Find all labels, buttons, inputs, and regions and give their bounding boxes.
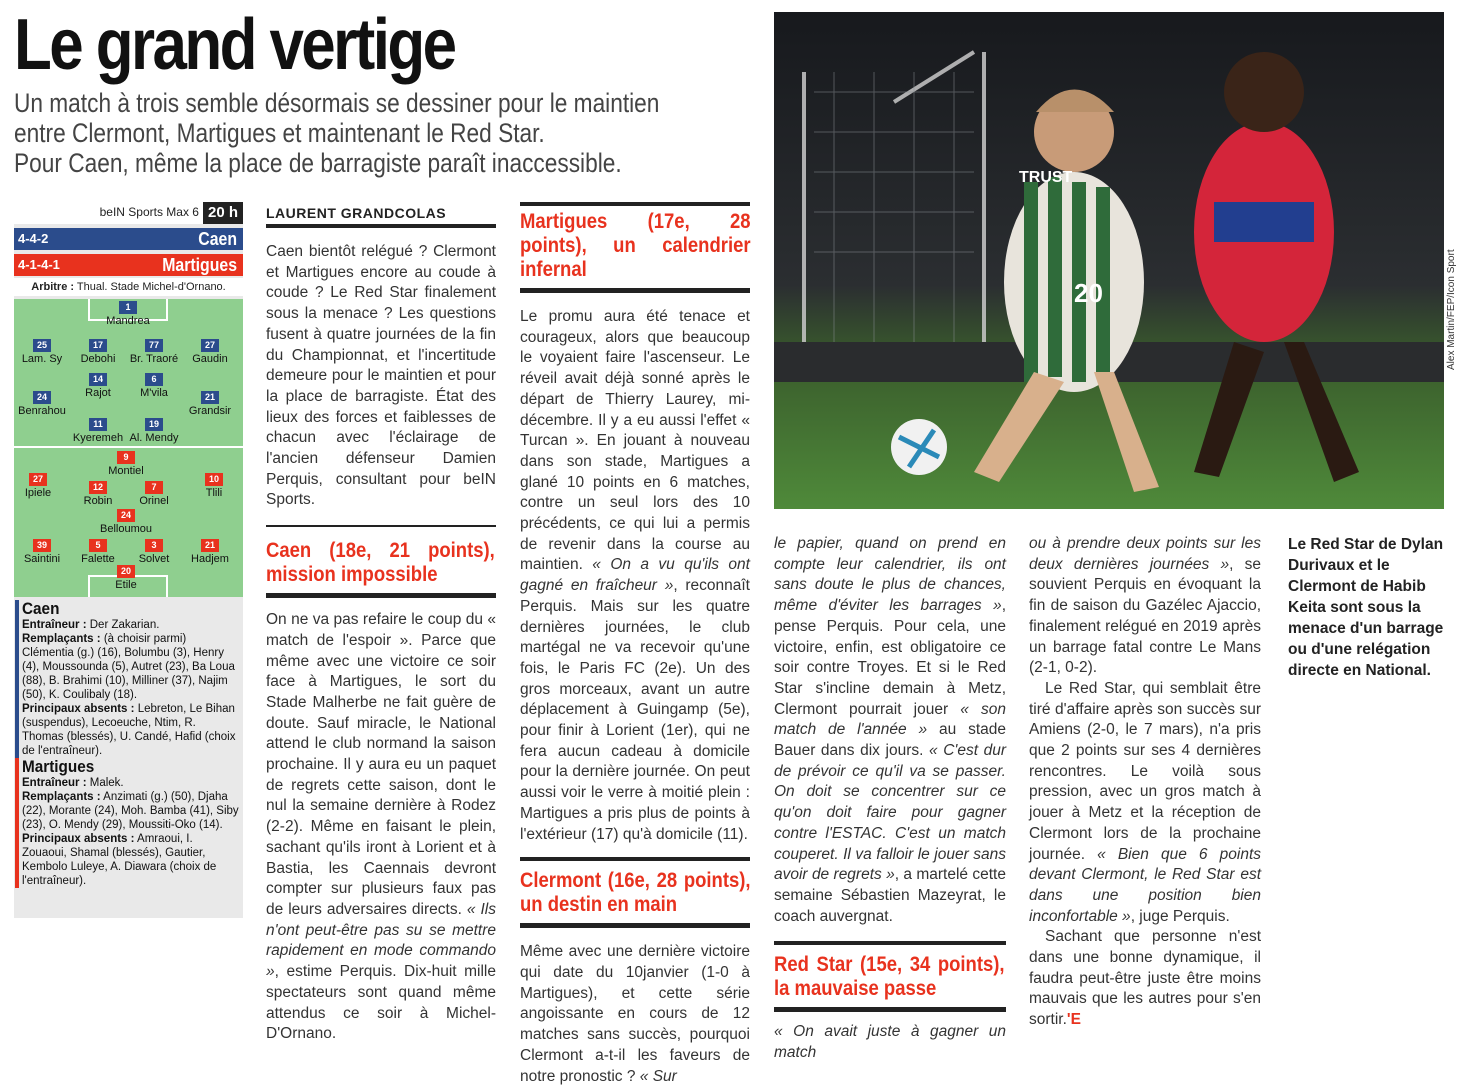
team-row-caen — [14, 228, 243, 250]
coach-label: Entraîneur : — [22, 619, 87, 631]
redstar-para-3: Sachant que personne n'est dans une bonne dynamique, il faudra peut-être juste être moins mauvais que les autres pour s'en sortir.'E — [1029, 928, 1261, 1029]
shirt-sponsor: TRUST — [1019, 169, 1073, 186]
player: 12 Robin — [83, 482, 113, 507]
intro: Caen bientôt relégué ? Clermont et Martigues encore au coude à coude ? Le Red Star finalement sous la menace ? Les questions fusent à quatre journées de la fin du Championnat, et l'incertitude demeure pour le maintien et pour la place de barragiste. État des lieux des forces et faiblesses de chacun avec l'éclairage de l'ancien défenseur Damien Perquis, consultant pour beIN Sports. — [266, 243, 496, 509]
formation: 4-4-2 — [18, 231, 49, 246]
player: 11 Kyeremeh — [72, 419, 124, 444]
martigues-text: Le promu aura été tenace et courageux, alors que beaucoup le voyaient faire l'ascenseur. Le réveil avait déjà sonné après le départ de Thierry Laurey, mi-décembre. Il y a eu aussi l'effet « Turcan ». En jouant à nouveau dans son stade, Martigues a glané 10 points en 6 matches, contre un seul lors des 10 précédents, ce qui lui a permis de revenir dans la course au maintien. « On a vu qu'ils ont gagné en fraîcheur », reconnaît Perquis. Mais sur les quatre dernières journées, le club martégal ne va recevoir qu'une fois, le Paris FC (2e). Un des gros morceaux, avant un autre déplacement à Guingamp (5e), pour finir à Lorient (1er), qui ne fera aucun cadeau à domicile pour la dernière journée. On peut aussi voir le verre à moitié plein : Martigues a pris plus de points à l'extérieur (17) qu'à domicile (11). — [520, 308, 750, 843]
section-head-clermont: Clermont (16e, 28 points), un destin en main — [520, 869, 751, 917]
rule — [520, 288, 750, 293]
section-head-caen: Caen (18e, 21 points), mission impossible — [266, 539, 495, 587]
player: 25 Lam. Sy — [21, 340, 63, 365]
team-title: Martigues — [22, 757, 95, 776]
caen-text: On ne va pas refaire le coup du « match de l'espoir ». Parce que même avec une victoire ce soir face à Martigues, le sort du Stade Malherbe ne fait guère de doute. Sauf miracle, le National attend le club normand la saison prochaine. Il y aura eu un paquet de regrets cette saison, dont le nul la semaine dernière à Rodez (2-2). Même en faisant le plein, sachant qu'ils iront à Lorient et à Bastia, les Caennais devront compter sur plusieurs faux pas de leurs adversaires directs. « Ils n'ont peut-être pas su se mettre rapidement en mode commando », estime Perquis. Dix-huit mille spectateurs sont quand même attendus ce soir à Michel-D'Ornano. — [266, 611, 497, 1043]
caen-info — [15, 600, 239, 758]
redstar-para-2: Le Red Star, qui semblait être tiré d'affaire après son succès sur Amiens (2-0, le 7 mars), n'a pris que 2 points sur ses 4 dernières rencontres. Le voilà sous pression, avec un gros match à jouer à Metz et la réception de Clermont lors de la prochaine journée. « Bien que 6 points devant Clermont, le Red Star est dans une position bien inconfortable », juge Perquis. — [1029, 679, 1261, 925]
absents: Amraoui, I. Zouaoui, Shamal (blessés), Gautier, Kembolo Luleye, A. Diawara (choix de l'entraîneur). — [22, 833, 217, 887]
rule — [266, 224, 496, 228]
rule — [520, 202, 750, 206]
team-info — [14, 600, 243, 888]
player: 5 Falette — [81, 540, 115, 565]
deck-line: Pour Caen, même la place de barragiste paraît inaccessible. — [14, 148, 622, 178]
section-head-martigues: Martigues (17e, 28 points), un calendrier infernal — [520, 210, 751, 281]
halfway-line — [14, 446, 243, 448]
rule — [774, 1007, 1006, 1012]
player: 7 Orinel — [139, 482, 169, 507]
player: 27 Ipiele — [24, 474, 52, 499]
absents-label: Principaux absents : — [22, 703, 135, 715]
player: 9 Montiel — [108, 452, 144, 477]
rule — [266, 593, 496, 598]
rule — [266, 525, 496, 527]
photo-illustration — [774, 12, 1444, 509]
redstar-text: « On avait juste à gagner un match — [774, 1023, 1006, 1062]
coach: Malek. — [89, 777, 124, 789]
player: 17 Debohi — [80, 340, 116, 365]
martigues-info — [15, 758, 239, 888]
column-1 — [266, 224, 496, 1045]
section-head-redstar: Red Star (15e, 34 points), la mauvaise passe — [774, 953, 1005, 1001]
player: 21 Hadjem — [191, 540, 229, 565]
end-mark: 'E — [1066, 1011, 1081, 1029]
column-3 — [774, 534, 1006, 1064]
absents-label: Principaux absents : — [22, 833, 135, 845]
deck-line: entre Clermont, Martigues et maintenant le Red Star. — [14, 118, 545, 148]
tv-channel: beIN Sports Max 6 — [99, 205, 199, 219]
coach-label: Entraîneur : — [22, 777, 87, 789]
redstar-text-cont: ou à prendre deux points sur les deux dernières journées », se souvient Perquis en évoquant la fin de saison du Gazélec Ajaccio, finalement relégué en 2019 après un barrage fatal contre Le Mans (2-1, 0-2). — [1029, 535, 1261, 677]
column-4 — [1029, 534, 1261, 1031]
player: 6 M'vila — [140, 374, 168, 399]
team-name: Martigues — [162, 255, 237, 275]
subs-label: Remplaçants : — [22, 791, 101, 803]
referee-text: Thual. Stade Michel-d'Ornano. — [76, 281, 226, 293]
player: 19 Al. Mendy — [129, 419, 179, 444]
pitch — [14, 299, 243, 597]
clermont-text: Même avec une dernière victoire qui date du 10janvier (1-0 à Martigues), et cette série angoissante en cours de 12 matches sans succès, pourquoi Clermont a-t-il les faveurs de notre pronostic ? « Sur — [520, 943, 750, 1085]
kickoff-time: 20 h — [203, 202, 243, 224]
player: 24 Benrahou — [18, 392, 66, 417]
clermont-text-cont: le papier, quand on prend en compte leur calendrier, ils ont sans doute le plus de chances, même d'éviter les barrages », pense Perquis. Pour cela, une victoire, enfin, est obligatoire ce soir contre Troyes. Et si le Red Star s'incline demain à Metz, Clermont pourrait jouer « son match de l'année » au stade Bauer dans dix jours. « C'est dur de prévoir ce qu'il va se passer. On doit se concentrer sur ce qu'on doit faire pour gagner contre l'ESTAC. C'est un match couperet. Il va falloir le jouer sans avoir de regrets », a martelé cette semaine Sébastien Mazeyrat, le coach auvergnat. — [774, 535, 1007, 925]
subs: (à choisir parmi) Clémentia (g.) (16), Bolumbu (3), Henry (4), Moussounda (5), Autret (23), Ba Loua (88), B. Brahimi (10), Milliner (37), Najim (50), K. Coulibaly (18). — [22, 633, 235, 701]
coach: Der Zakarian. — [89, 619, 160, 631]
player: 1 Mandrea — [106, 302, 150, 327]
deck — [14, 88, 659, 178]
player: 21 Grandsir — [188, 392, 232, 417]
shirt-number: 20 — [1074, 278, 1103, 308]
player: 10 Tlili — [205, 474, 223, 499]
byline: LAURENT GRANDCOLAS — [266, 205, 447, 221]
rule — [520, 857, 750, 861]
player: 77 Br. Traoré — [129, 340, 179, 365]
rule — [520, 923, 750, 928]
photo-credit: Alex Martin/FEP/Icon Sport — [1446, 249, 1457, 370]
player: 24 Belloumou — [100, 510, 152, 535]
broadcast-info — [14, 200, 243, 224]
player: 14 Rajot — [85, 374, 111, 399]
deck-line: Un match à trois semble désormais se dessiner pour le maintien — [14, 88, 660, 118]
column-2 — [520, 202, 750, 1087]
player: 3 Solvet — [138, 540, 170, 565]
rule — [774, 941, 1006, 945]
subs-label: Remplaçants : — [22, 633, 101, 645]
referee-label: Arbitre : — [31, 281, 75, 293]
team-title: Caen — [22, 599, 60, 618]
absents: Lebreton, Le Bihan (suspendus), Lecoeuche, Ntim, R. Thomas (blessés), U. Candé, Hafid (choix de l'entraîneur). — [22, 703, 236, 757]
photo-caption: Le Red Star de Dylan Durivaux et le Clermont de Habib Keita sont sous la menace d'un barrage ou d'une relégation directe en National. — [1288, 536, 1444, 679]
referee-line — [14, 278, 243, 296]
lineup-box — [14, 200, 243, 918]
headline: Le grand vertige — [14, 5, 455, 85]
player: 39 Saintini — [23, 540, 61, 565]
team-row-martigues — [14, 254, 243, 276]
player: 20 Etile — [115, 566, 137, 591]
team-name: Caen — [198, 229, 237, 249]
player: 27 Gaudin — [192, 340, 228, 365]
match-photo — [774, 12, 1444, 509]
subs: Anzimati (g.) (50), Djaha (22), Morante (24), Moh. Bamba (41), Siby (23), O. Mendy (29), Moussiti-Oko (14). — [22, 791, 239, 831]
formation: 4-1-4-1 — [18, 257, 60, 272]
